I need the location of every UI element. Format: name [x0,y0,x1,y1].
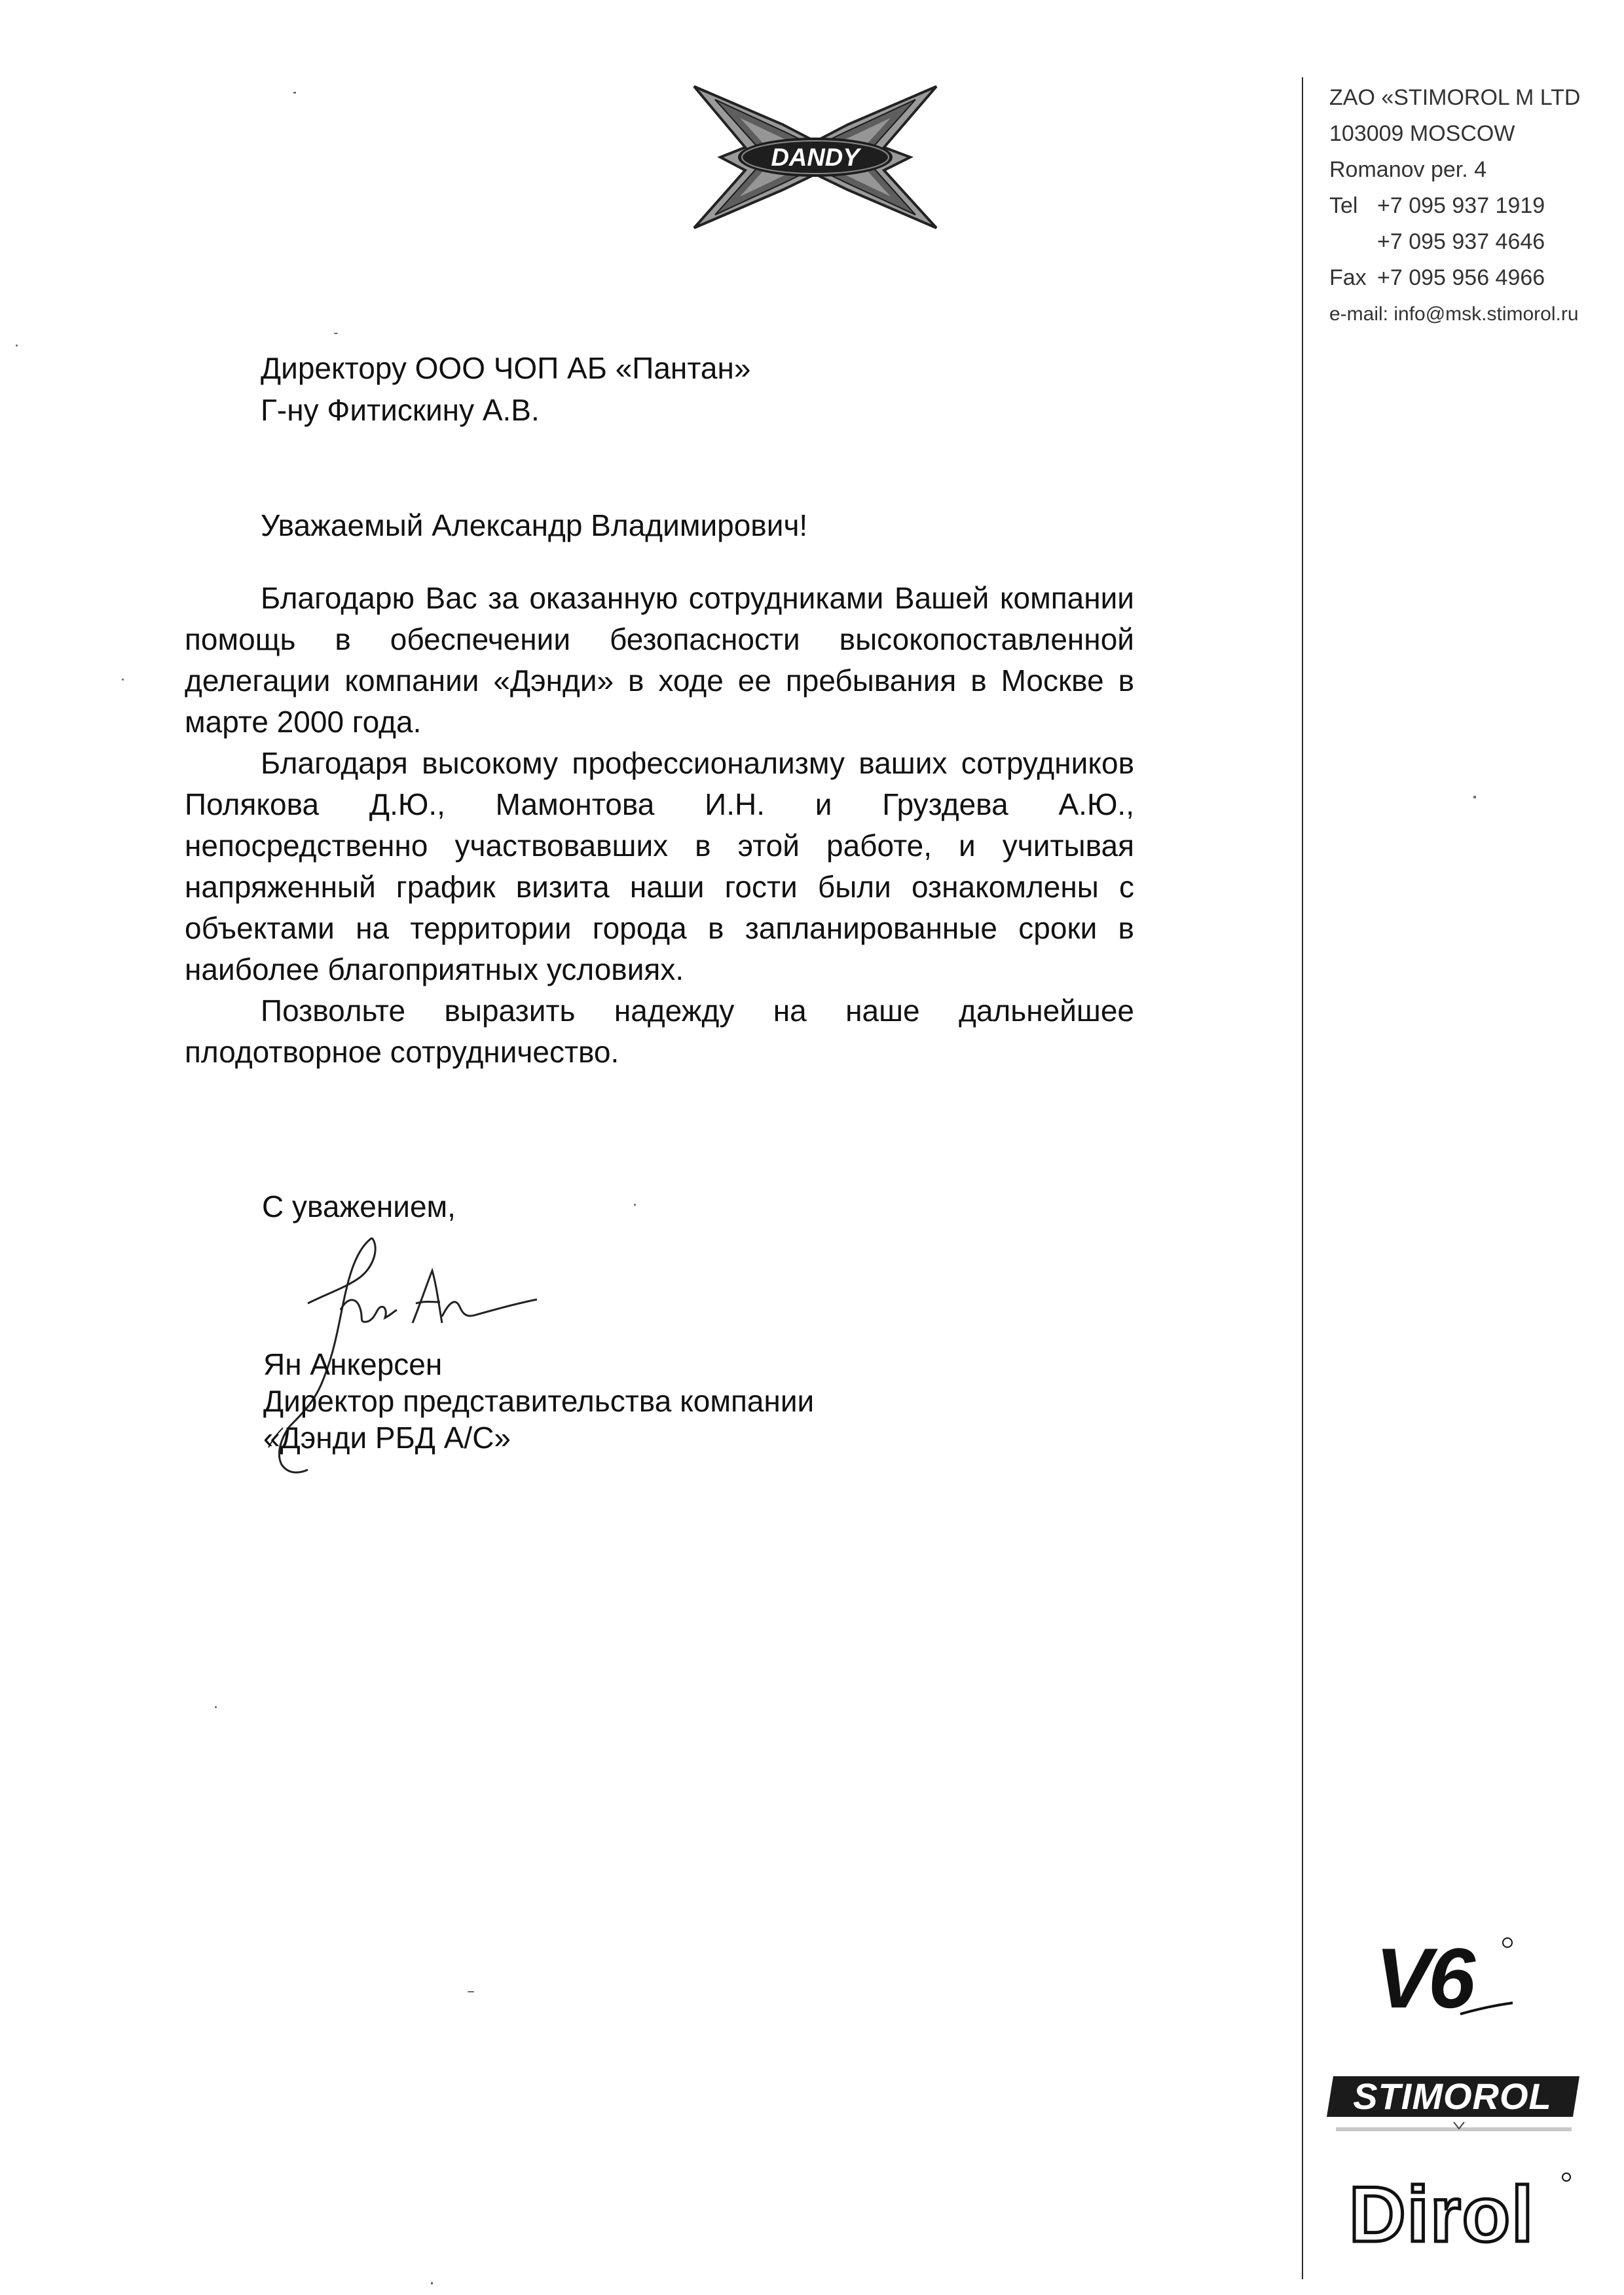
scan-speck [431,2282,433,2285]
right-column-rule [1302,77,1303,2279]
scan-speck [468,1991,474,1992]
v6-logo-text: V6 [1375,1930,1472,2024]
addressee-block [261,347,750,431]
tel-label: Tel [1329,193,1358,218]
signatory-name: Ян Анкерсен [263,1347,443,1381]
addressee-line-1: Директору ООО ЧОП АБ «Пантан» [261,351,751,385]
body-paragraph: Позвольте выразить надежду на наше дальнейшее плодотворное сотрудничество. [185,994,1134,1069]
scan-speck [634,1204,636,1206]
sender-street: Romanov per. 4 [1329,157,1487,182]
sender-address-block [1329,80,1611,332]
sender-fax-row [1329,260,1611,296]
letter-body [185,578,1134,1073]
stimorol-logo-text: STIMOROL [1353,2076,1552,2117]
scan-speck [215,1706,217,1708]
scan-speck [122,679,124,681]
fax-number: +7 095 956 4966 [1377,265,1545,290]
body-paragraph: Благодаря высокому профессионализму ваших сотрудников Полякова Д.Ю., Мамонтова И.Н. и Груздева А.Ю., непосредственно участвовавших в этой работе, и учитывая напряженный график визита наши гости были ознакомлены с объектами на территории города в запланированные сроки в наиболее благоприятных условиях. [185,746,1134,986]
scan-speck [334,333,338,334]
v6-logo [1362,1926,1532,2024]
scan-speck [1473,796,1476,798]
fax-label: Fax [1329,265,1367,290]
scan-speck [293,92,296,94]
sender-postal: 103009 MOSCOW [1329,121,1515,146]
closing: С уважением, [262,1189,456,1223]
sender-tel-row [1329,188,1611,224]
dandy-logo [674,79,956,236]
tel-number-2: +7 095 937 4646 [1377,229,1545,254]
sender-email: e-mail: info@msk.stimorol.ru [1329,303,1579,325]
signatory-company: «Дэнди РБД А/С» [263,1421,511,1455]
tel-number-1: +7 095 937 1919 [1377,193,1545,218]
scan-speck [16,345,18,346]
dirol-logo [1336,2161,1585,2260]
dirol-logo-text: Dirol [1349,2171,1535,2258]
signatory-title: Директор представительства компании [263,1384,815,1418]
stimorol-logo [1323,2070,1585,2148]
body-paragraph: Благодарю Вас за оказанную сотрудниками Вашей компании помощь в обеспечении безопасности высокопоставленной делегации компании «Дэнди» в ходе ее пребывания в Москве в марте 2000 года. [185,581,1134,739]
sender-company: ZAO «STIMOROL M LTD [1329,85,1581,110]
signatory-block [263,1346,814,1456]
salutation: Уважаемый Александр Владимирович! [261,508,808,542]
addressee-line-2: Г-ну Фитискину А.В. [261,393,540,427]
dandy-logo-text: DANDY [771,144,860,172]
